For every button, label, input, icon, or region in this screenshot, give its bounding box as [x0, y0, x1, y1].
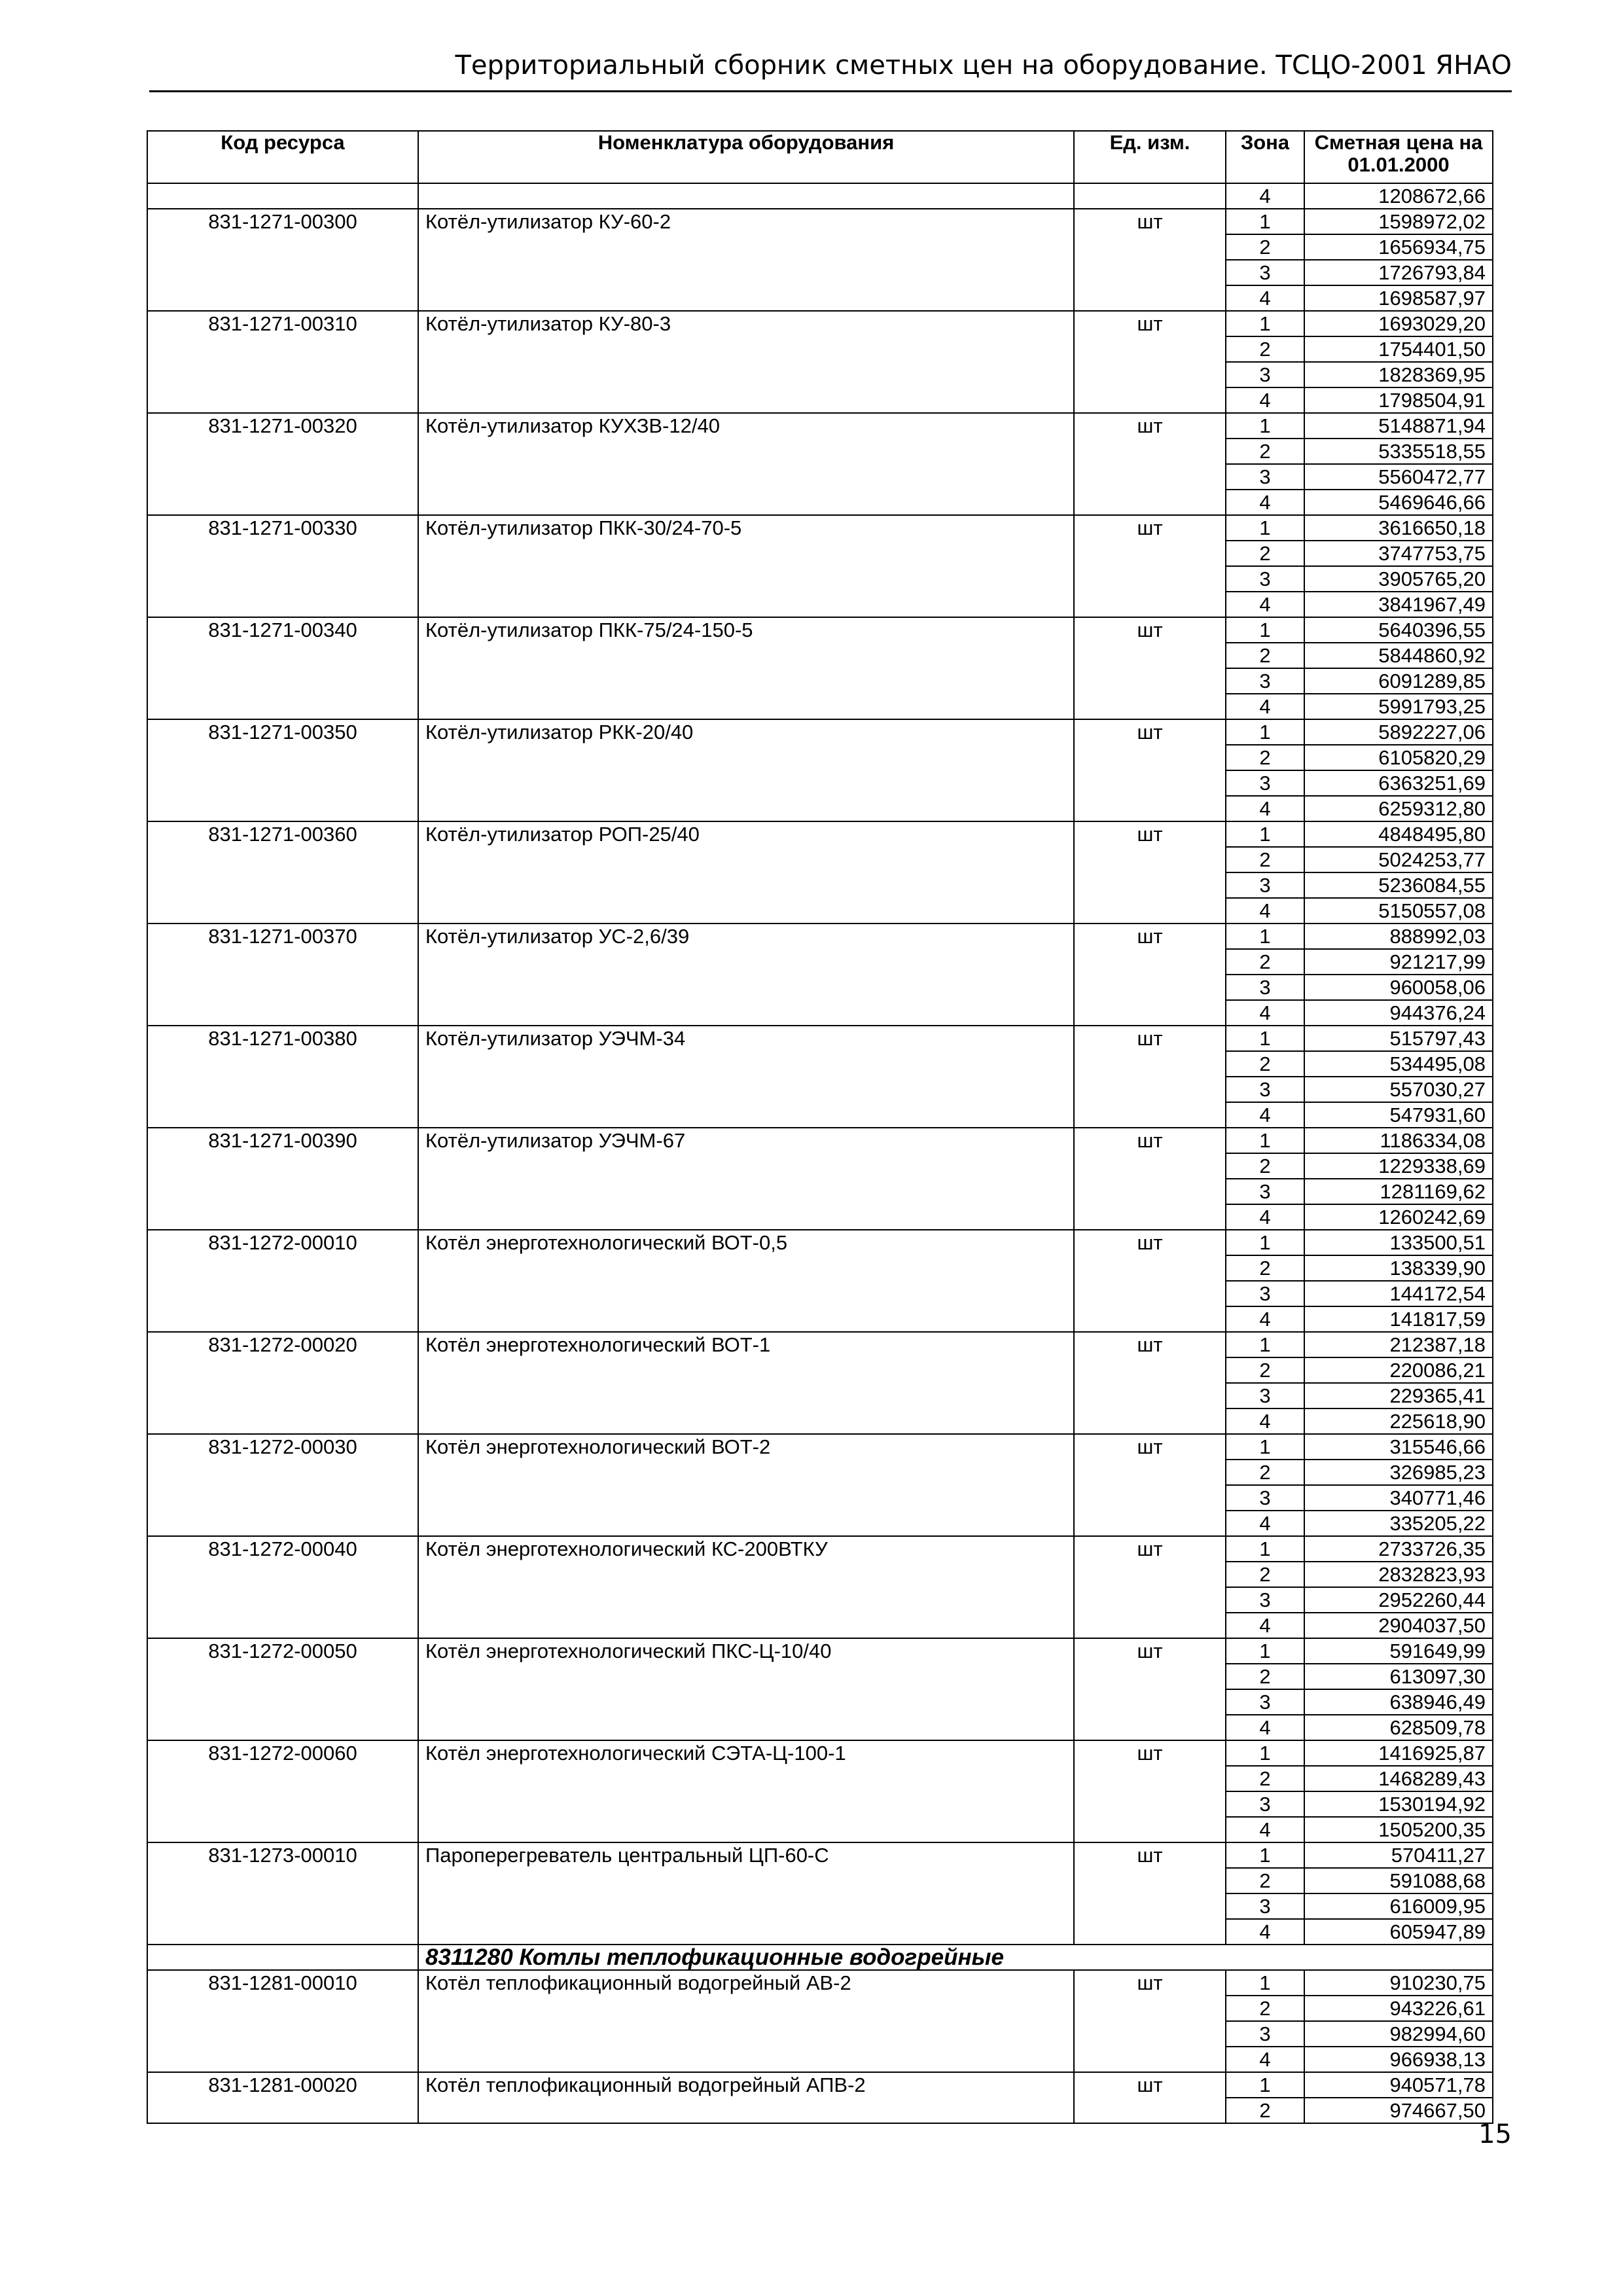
cell-unit: шт — [1074, 515, 1226, 617]
cell-price: 1798504,91 — [1304, 387, 1493, 413]
cell-zone: 1 — [1226, 311, 1304, 336]
table-row — [147, 617, 1493, 643]
table-row-continuation — [147, 183, 1493, 209]
section-heading-row — [147, 1945, 1493, 1970]
cell-code: 831-1271-00380 — [147, 1026, 418, 1128]
cell-price: 605947,89 — [1304, 1919, 1493, 1945]
cell-price: 628509,78 — [1304, 1715, 1493, 1740]
cell-code: 831-1271-00320 — [147, 413, 418, 515]
cell-price: 591649,99 — [1304, 1638, 1493, 1664]
cell-zone: 4 — [1226, 796, 1304, 821]
cell-price: 335205,22 — [1304, 1511, 1493, 1536]
cell-code: 831-1281-00020 — [147, 2072, 418, 2123]
cell-price: 5640396,55 — [1304, 617, 1493, 643]
cell-price: 2904037,50 — [1304, 1613, 1493, 1638]
cell-price: 5560472,77 — [1304, 464, 1493, 490]
cell-zone: 4 — [1226, 285, 1304, 311]
cell-name: Котёл энерготехнологический ВОТ-1 — [418, 1332, 1074, 1434]
cell-price: 616009,95 — [1304, 1893, 1493, 1919]
cell-price: 982994,60 — [1304, 2021, 1493, 2047]
cell-zone: 1 — [1226, 1842, 1304, 1868]
cell-zone: 3 — [1226, 566, 1304, 592]
column-header-name: Номенклатура оборудования — [418, 131, 1074, 183]
cell-price: 591088,68 — [1304, 1868, 1493, 1893]
cell-price: 5469646,66 — [1304, 490, 1493, 515]
cell-price: 1468289,43 — [1304, 1766, 1493, 1791]
cell-zone: 4 — [1226, 490, 1304, 515]
cell-zone: 4 — [1226, 1306, 1304, 1332]
cell-zone: 1 — [1226, 617, 1304, 643]
cell-zone: 2 — [1226, 541, 1304, 566]
cell-price: 1828369,95 — [1304, 362, 1493, 387]
cell-code: 831-1272-00020 — [147, 1332, 418, 1434]
cell-zone: 3 — [1226, 464, 1304, 490]
cell-price: 1281169,62 — [1304, 1179, 1493, 1204]
cell-unit: шт — [1074, 1128, 1226, 1230]
cell-unit — [1074, 183, 1226, 209]
table-row — [147, 1332, 1493, 1357]
cell-price: 943226,61 — [1304, 1996, 1493, 2021]
page-number: 15 — [1478, 2119, 1512, 2149]
cell-price: 5892227,06 — [1304, 719, 1493, 745]
cell-name: Котёл-утилизатор УС-2,6/39 — [418, 924, 1074, 1026]
cell-code: 831-1273-00010 — [147, 1842, 418, 1945]
cell-unit: шт — [1074, 924, 1226, 1026]
cell-price: 5335518,55 — [1304, 439, 1493, 464]
cell-zone: 3 — [1226, 1893, 1304, 1919]
table-row — [147, 413, 1493, 439]
cell-unit: шт — [1074, 1740, 1226, 1842]
cell-zone: 4 — [1226, 592, 1304, 617]
cell-zone: 2 — [1226, 1664, 1304, 1689]
cell-zone: 2 — [1226, 949, 1304, 975]
cell-zone: 4 — [1226, 1204, 1304, 1230]
cell-price: 3616650,18 — [1304, 515, 1493, 541]
cell-price: 1598972,02 — [1304, 209, 1493, 234]
cell-zone: 2 — [1226, 1562, 1304, 1587]
cell-name: Пароперегреватель центральный ЦП-60-С — [418, 1842, 1074, 1945]
column-header-price: Сметная цена на 01.01.2000 — [1304, 131, 1493, 183]
cell-price: 340771,46 — [1304, 1485, 1493, 1511]
cell-price: 1505200,35 — [1304, 1817, 1493, 1842]
section-spacer — [147, 1945, 418, 1970]
cell-zone: 3 — [1226, 1587, 1304, 1613]
cell-price: 5844860,92 — [1304, 643, 1493, 668]
cell-price: 1416925,87 — [1304, 1740, 1493, 1766]
cell-price: 557030,27 — [1304, 1077, 1493, 1102]
cell-zone: 4 — [1226, 898, 1304, 924]
cell-zone: 3 — [1226, 1179, 1304, 1204]
cell-name: Котёл-утилизатор ПКК-30/24-70-5 — [418, 515, 1074, 617]
cell-price: 4848495,80 — [1304, 821, 1493, 847]
cell-zone: 1 — [1226, 413, 1304, 439]
cell-unit: шт — [1074, 311, 1226, 413]
cell-price: 1693029,20 — [1304, 311, 1493, 336]
cell-price: 888992,03 — [1304, 924, 1493, 949]
cell-unit: шт — [1074, 1842, 1226, 1945]
cell-code — [147, 183, 418, 209]
cell-price: 910230,75 — [1304, 1970, 1493, 1996]
cell-zone: 3 — [1226, 1383, 1304, 1408]
cell-name: Котёл-утилизатор РКК-20/40 — [418, 719, 1074, 821]
cell-unit: шт — [1074, 617, 1226, 719]
table-row — [147, 1740, 1493, 1766]
cell-zone: 1 — [1226, 209, 1304, 234]
cell-unit: шт — [1074, 821, 1226, 924]
cell-price: 515797,43 — [1304, 1026, 1493, 1051]
cell-price: 229365,41 — [1304, 1383, 1493, 1408]
cell-price: 1530194,92 — [1304, 1791, 1493, 1817]
cell-price: 966938,13 — [1304, 2047, 1493, 2072]
cell-price: 6105820,29 — [1304, 745, 1493, 770]
cell-zone: 4 — [1226, 1408, 1304, 1434]
cell-zone: 2 — [1226, 1153, 1304, 1179]
cell-name: Котёл-утилизатор УЭЧМ-34 — [418, 1026, 1074, 1128]
cell-unit: шт — [1074, 1434, 1226, 1536]
cell-zone: 4 — [1226, 387, 1304, 413]
cell-price: 3747753,75 — [1304, 541, 1493, 566]
cell-price: 6091289,85 — [1304, 668, 1493, 694]
cell-zone: 3 — [1226, 1281, 1304, 1306]
table-row — [147, 1128, 1493, 1153]
cell-zone: 2 — [1226, 1460, 1304, 1485]
cell-name: Котёл энерготехнологический ВОТ-2 — [418, 1434, 1074, 1536]
cell-zone: 1 — [1226, 1026, 1304, 1051]
cell-price: 1726793,84 — [1304, 260, 1493, 285]
cell-price: 5148871,94 — [1304, 413, 1493, 439]
cell-zone: 4 — [1226, 183, 1304, 209]
table-row — [147, 1970, 1493, 1996]
table-row — [147, 209, 1493, 234]
cell-unit: шт — [1074, 1332, 1226, 1434]
cell-name: Котёл-утилизатор КУ-60-2 — [418, 209, 1074, 311]
cell-zone: 2 — [1226, 847, 1304, 872]
cell-code: 831-1272-00060 — [147, 1740, 418, 1842]
cell-zone: 3 — [1226, 1689, 1304, 1715]
cell-zone: 3 — [1226, 2021, 1304, 2047]
cell-name: Котёл энерготехнологический ПКС-Ц-10/40 — [418, 1638, 1074, 1740]
cell-price: 1260242,69 — [1304, 1204, 1493, 1230]
cell-price: 138339,90 — [1304, 1255, 1493, 1281]
cell-unit: шт — [1074, 1638, 1226, 1740]
cell-unit: шт — [1074, 1970, 1226, 2072]
cell-zone: 3 — [1226, 770, 1304, 796]
page-header-title: Территориальный сборник сметных цен на оборудование. ТСЦО-2001 ЯНАО — [455, 50, 1512, 81]
cell-price: 5024253,77 — [1304, 847, 1493, 872]
cell-price: 141817,59 — [1304, 1306, 1493, 1332]
cell-zone: 1 — [1226, 515, 1304, 541]
table-row — [147, 1230, 1493, 1255]
cell-zone: 1 — [1226, 1332, 1304, 1357]
cell-zone: 2 — [1226, 1868, 1304, 1893]
cell-code: 831-1271-00390 — [147, 1128, 418, 1230]
cell-zone: 2 — [1226, 1766, 1304, 1791]
cell-zone: 4 — [1226, 1511, 1304, 1536]
cell-zone: 3 — [1226, 872, 1304, 898]
cell-zone: 3 — [1226, 1791, 1304, 1817]
cell-code: 831-1271-00300 — [147, 209, 418, 311]
table-row — [147, 1638, 1493, 1664]
header-divider — [149, 90, 1512, 92]
table-row — [147, 515, 1493, 541]
table-row — [147, 311, 1493, 336]
cell-name: Котёл теплофикационный водогрейный АВ-2 — [418, 1970, 1074, 2072]
cell-price: 6259312,80 — [1304, 796, 1493, 821]
cell-zone: 1 — [1226, 719, 1304, 745]
section-heading: 8311280 Котлы теплофикационные водогрейные — [418, 1945, 1493, 1970]
cell-price: 534495,08 — [1304, 1051, 1493, 1077]
cell-zone: 1 — [1226, 1128, 1304, 1153]
cell-code: 831-1271-00330 — [147, 515, 418, 617]
cell-price: 570411,27 — [1304, 1842, 1493, 1868]
cell-unit: шт — [1074, 1536, 1226, 1638]
cell-zone: 4 — [1226, 2047, 1304, 2072]
cell-zone: 2 — [1226, 1357, 1304, 1383]
cell-zone: 2 — [1226, 1255, 1304, 1281]
cell-code: 831-1272-00010 — [147, 1230, 418, 1332]
cell-zone: 4 — [1226, 1613, 1304, 1638]
cell-price: 1754401,50 — [1304, 336, 1493, 362]
cell-price: 1186334,08 — [1304, 1128, 1493, 1153]
cell-price: 2733726,35 — [1304, 1536, 1493, 1562]
cell-code: 831-1272-00030 — [147, 1434, 418, 1536]
cell-price: 2832823,93 — [1304, 1562, 1493, 1587]
cell-code: 831-1271-00350 — [147, 719, 418, 821]
cell-price: 944376,24 — [1304, 1000, 1493, 1026]
cell-code: 831-1272-00050 — [147, 1638, 418, 1740]
cell-name: Котёл энерготехнологический КС-200ВТКУ — [418, 1536, 1074, 1638]
cell-name — [418, 183, 1074, 209]
cell-price: 1229338,69 — [1304, 1153, 1493, 1179]
cell-price: 3905765,20 — [1304, 566, 1493, 592]
cell-price: 940571,78 — [1304, 2072, 1493, 2098]
cell-price: 1208672,66 — [1304, 183, 1493, 209]
cell-price: 326985,23 — [1304, 1460, 1493, 1485]
cell-zone: 4 — [1226, 1102, 1304, 1128]
cell-price: 144172,54 — [1304, 1281, 1493, 1306]
column-header-zone: Зона — [1226, 131, 1304, 183]
table-row — [147, 719, 1493, 745]
cell-price: 974667,50 — [1304, 2098, 1493, 2123]
cell-price: 133500,51 — [1304, 1230, 1493, 1255]
cell-price: 1656934,75 — [1304, 234, 1493, 260]
table-row — [147, 2072, 1493, 2098]
cell-unit: шт — [1074, 413, 1226, 515]
cell-zone: 1 — [1226, 2072, 1304, 2098]
cell-unit: шт — [1074, 209, 1226, 311]
cell-price: 1698587,97 — [1304, 285, 1493, 311]
table-row — [147, 1842, 1493, 1868]
cell-zone: 1 — [1226, 1740, 1304, 1766]
cell-name: Котёл-утилизатор РОП-25/40 — [418, 821, 1074, 924]
cell-price: 220086,21 — [1304, 1357, 1493, 1383]
cell-code: 831-1272-00040 — [147, 1536, 418, 1638]
cell-unit: шт — [1074, 1026, 1226, 1128]
cell-name: Котёл энерготехнологический СЭТА-Ц-100-1 — [418, 1740, 1074, 1842]
cell-name: Котёл-утилизатор КУХЗВ-12/40 — [418, 413, 1074, 515]
table-row — [147, 821, 1493, 847]
cell-code: 831-1271-00360 — [147, 821, 418, 924]
cell-price: 613097,30 — [1304, 1664, 1493, 1689]
cell-name: Котёл теплофикационный водогрейный АПВ-2 — [418, 2072, 1074, 2123]
cell-zone: 3 — [1226, 1485, 1304, 1511]
cell-zone: 3 — [1226, 1077, 1304, 1102]
cell-zone: 3 — [1226, 975, 1304, 1000]
cell-price: 5991793,25 — [1304, 694, 1493, 719]
cell-zone: 1 — [1226, 924, 1304, 949]
cell-name: Котёл-утилизатор ПКК-75/24-150-5 — [418, 617, 1074, 719]
cell-code: 831-1281-00010 — [147, 1970, 418, 2072]
cell-price: 921217,99 — [1304, 949, 1493, 975]
cell-zone: 4 — [1226, 1817, 1304, 1842]
cell-price: 5150557,08 — [1304, 898, 1493, 924]
cell-price: 2952260,44 — [1304, 1587, 1493, 1613]
cell-zone: 3 — [1226, 668, 1304, 694]
column-header-unit: Ед. изм. — [1074, 131, 1226, 183]
cell-zone: 4 — [1226, 1000, 1304, 1026]
cell-zone: 1 — [1226, 1536, 1304, 1562]
cell-zone: 2 — [1226, 439, 1304, 464]
cell-zone: 1 — [1226, 1434, 1304, 1460]
cell-price: 5236084,55 — [1304, 872, 1493, 898]
cell-code: 831-1271-00370 — [147, 924, 418, 1026]
table-body — [147, 183, 1493, 2123]
cell-price: 547931,60 — [1304, 1102, 1493, 1128]
cell-price: 225618,90 — [1304, 1408, 1493, 1434]
cell-zone: 1 — [1226, 1638, 1304, 1664]
cell-zone: 1 — [1226, 1970, 1304, 1996]
cell-zone: 2 — [1226, 1051, 1304, 1077]
cell-zone: 2 — [1226, 643, 1304, 668]
cell-zone: 3 — [1226, 260, 1304, 285]
cell-name: Котёл энерготехнологический ВОТ-0,5 — [418, 1230, 1074, 1332]
cell-zone: 2 — [1226, 1996, 1304, 2021]
cell-unit: шт — [1074, 719, 1226, 821]
cell-zone: 2 — [1226, 234, 1304, 260]
cell-price: 212387,18 — [1304, 1332, 1493, 1357]
cell-price: 6363251,69 — [1304, 770, 1493, 796]
cell-price: 638946,49 — [1304, 1689, 1493, 1715]
cell-zone: 4 — [1226, 1715, 1304, 1740]
cell-zone: 1 — [1226, 1230, 1304, 1255]
cell-zone: 4 — [1226, 1919, 1304, 1945]
cell-name: Котёл-утилизатор КУ-80-3 — [418, 311, 1074, 413]
cell-code: 831-1271-00310 — [147, 311, 418, 413]
column-header-code: Код ресурса — [147, 131, 418, 183]
cell-price: 960058,06 — [1304, 975, 1493, 1000]
table-header-row — [147, 131, 1493, 183]
cell-price: 315546,66 — [1304, 1434, 1493, 1460]
table-row — [147, 1536, 1493, 1562]
table-row — [147, 924, 1493, 949]
table-row — [147, 1026, 1493, 1051]
table-row — [147, 1434, 1493, 1460]
cell-zone: 2 — [1226, 2098, 1304, 2123]
cell-code: 831-1271-00340 — [147, 617, 418, 719]
cell-zone: 3 — [1226, 362, 1304, 387]
price-table — [147, 130, 1493, 2124]
cell-unit: шт — [1074, 1230, 1226, 1332]
cell-price: 3841967,49 — [1304, 592, 1493, 617]
cell-zone: 4 — [1226, 694, 1304, 719]
cell-zone: 2 — [1226, 336, 1304, 362]
cell-zone: 1 — [1226, 821, 1304, 847]
cell-zone: 2 — [1226, 745, 1304, 770]
cell-name: Котёл-утилизатор УЭЧМ-67 — [418, 1128, 1074, 1230]
cell-unit: шт — [1074, 2072, 1226, 2123]
